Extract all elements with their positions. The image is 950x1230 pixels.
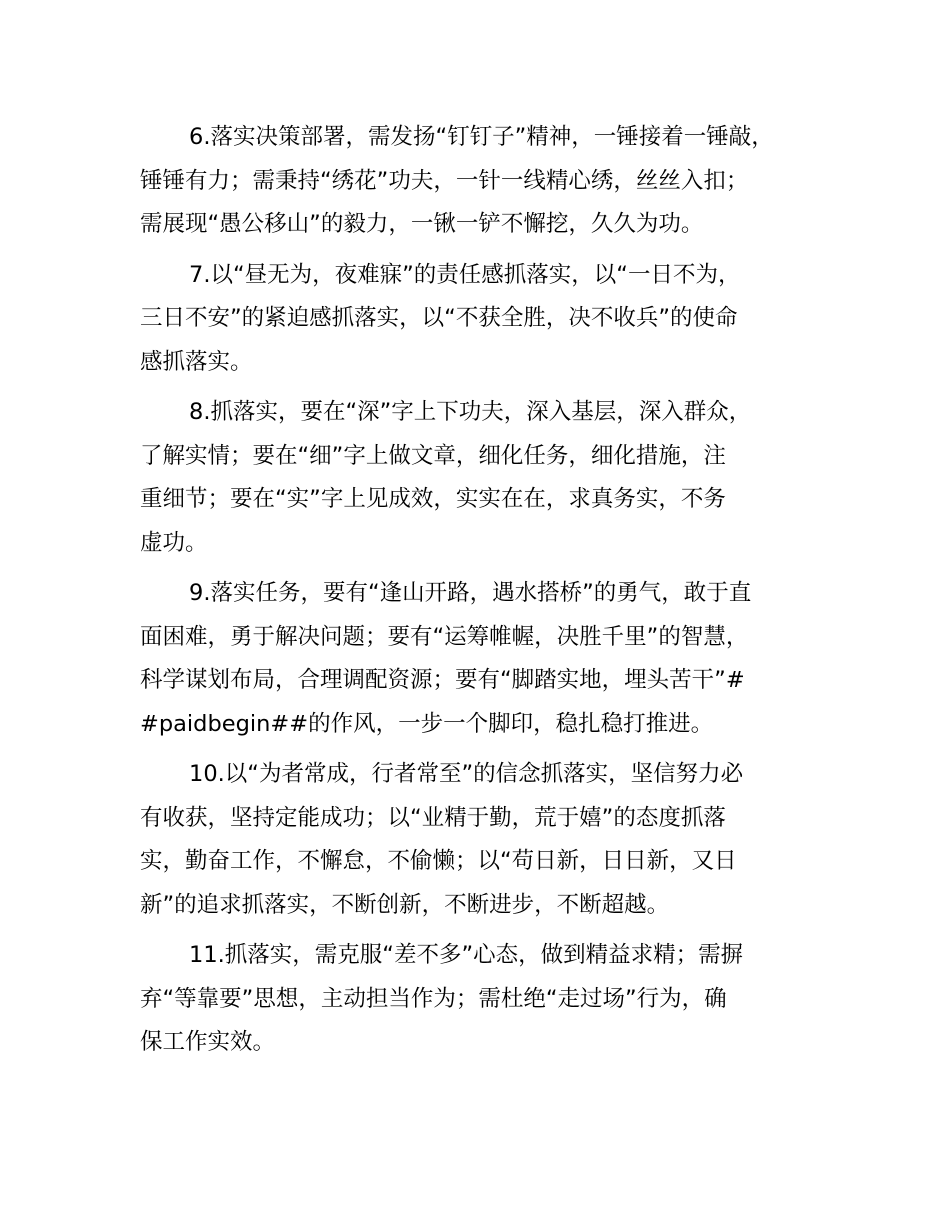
- paragraph-line: 新”的追求抓落实，不断创新，不断进步，不断超越。: [140, 891, 670, 918]
- paragraph-line: 重细节；要在“实”字上见成效，实实在在，求真务实，不务: [140, 486, 726, 512]
- paragraph-line: 有收获，坚持定能成功；以“业精于勤，荒于嬉”的态度抓落: [140, 804, 726, 831]
- paragraph-line: 保工作实效。: [140, 1029, 276, 1055]
- paragraph-line: 了解实情；要在“细”字上做文章，细化任务，细化措施，注: [140, 442, 726, 469]
- paragraph-line: 虚功。: [140, 529, 208, 556]
- paragraph-line: 需展现“愚公移山”的毅力，一锹一铲不懈挖，久久为功。: [140, 211, 704, 237]
- paragraph-line: 科学谋划布局，合理调配资源；要有“脚踏实地，埋头苦干”#: [140, 667, 745, 693]
- paragraph-line: 9.落实任务，要有“逢山开路，遇水搭桥”的勇气，敢于直: [189, 580, 752, 606]
- paragraph-line: 6.落实决策部署，需发扬“钉钉子”精神，一锤接着一锤敲，: [189, 124, 774, 150]
- paragraph-10: [140, 753, 840, 927]
- paragraph-9: [140, 572, 840, 746]
- paragraph-line: 7.以“昼无为，夜难寐”的责任感抓落实，以“一日不为，: [189, 261, 741, 288]
- document-body: [140, 116, 840, 1072]
- paragraph-line: 11.抓落实，需克服“差不多”心态，做到精益求精；需摒: [189, 942, 744, 968]
- paragraph-line: 面困难，勇于解决问题；要有“运筹帷幄，决胜千里”的智慧，: [140, 623, 749, 650]
- paragraph-line: 实，勤奋工作，不懈怠，不偷懒；以“苟日新，日日新，又日: [140, 848, 737, 874]
- paragraph-line: 锤锤有力；需秉持“绣花”功夫，一针一线精心绣，丝丝入扣；: [140, 167, 749, 194]
- paragraph-8: [140, 391, 840, 565]
- paragraph-line: 10.以“为者常成，行者常至”的信念抓落实，坚信努力必: [189, 761, 744, 787]
- paragraph-11: [140, 934, 840, 1065]
- paragraph-line: 三日不安”的紧迫感抓落实，以“不获全胜，决不收兵”的使命: [140, 305, 738, 331]
- paragraph-line: 感抓落实。: [140, 348, 253, 375]
- paragraph-line: 弃“等靠要”思想，主动担当作为；需杜绝“走过场”行为，确: [140, 985, 727, 1012]
- paragraph-line: 8.抓落实，要在“深”字上下功夫，深入基层，深入群众，: [189, 399, 752, 425]
- paragraph-6: [140, 116, 840, 247]
- paragraph-7: [140, 254, 840, 385]
- paragraph-line: #paidbegin##的作风，一步一个脚印，稳扎稳打推进。: [140, 710, 714, 737]
